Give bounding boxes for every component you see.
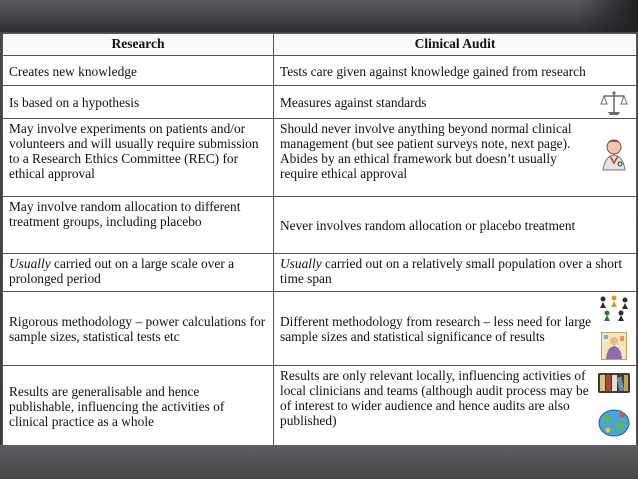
audit-cell: Never involves random allocation or placebo treatment	[274, 197, 637, 254]
people-icon	[597, 294, 631, 322]
audit-cell: Tests care given against knowledge gained from research	[274, 56, 637, 86]
table-row	[3, 366, 637, 446]
table-row	[3, 119, 637, 197]
audit-cell-text: carried out on a relatively small population over a short time span	[280, 256, 623, 286]
scales-icon	[600, 90, 628, 116]
header-row	[3, 34, 637, 56]
research-cell-text: carried out on a large scale over a prolonged period	[9, 256, 235, 286]
slide	[2, 33, 636, 445]
research-cell: Is based on a hypothesis	[3, 86, 274, 119]
research-cell: May involve experiments on patients and/or volunteers and will usually require submission to a Research Ethics Committee (REC) for ethical approval	[3, 119, 274, 197]
table-row	[3, 56, 637, 86]
slide-bottom-band	[0, 445, 638, 479]
audit-cell-text: Measures against standards	[280, 95, 427, 110]
painting-icon	[601, 332, 627, 360]
audit-cell	[274, 292, 637, 366]
research-cell: May involve random allocation to different treatment groups, including placebo	[3, 197, 274, 254]
research-cell: Results are generalisable and hence publishable, influencing the activities of clinical practice as a whole	[3, 366, 274, 446]
audit-cell	[274, 366, 637, 446]
comparison-table	[2, 33, 637, 446]
audit-cell	[274, 119, 637, 197]
doctor-icon	[600, 137, 628, 171]
books-icon	[597, 369, 631, 395]
header-research: Research	[3, 34, 274, 56]
globe-icon	[597, 408, 631, 438]
usually-emphasis: Usually	[280, 256, 322, 271]
table-row	[3, 197, 637, 254]
audit-cell	[274, 254, 637, 292]
audit-cell-text: Different methodology from research – less need for large sample sizes and statistical significance of results	[280, 314, 592, 344]
research-cell	[3, 254, 274, 292]
audit-cell-text: Should never involve anything beyond normal clinical management (but see patient surveys note, next page). Abides by an ethical framework but doesn’t usually require ethical approval	[280, 121, 572, 181]
usually-emphasis: Usually	[9, 256, 51, 271]
table-row	[3, 254, 637, 292]
table-row	[3, 292, 637, 366]
research-cell: Rigorous methodology – power calculations for sample sizes, statistical tests etc	[3, 292, 274, 366]
research-cell: Creates new knowledge	[3, 56, 274, 86]
slide-top-band	[0, 0, 638, 32]
header-clinical-audit: Clinical Audit	[274, 34, 637, 56]
audit-cell	[274, 86, 637, 119]
table-row	[3, 86, 637, 119]
audit-cell-text: Results are only relevant locally, influencing activities of local clinicians and teams (although audit process may be of interest to wider audience and hence audits are also published)	[280, 368, 589, 428]
